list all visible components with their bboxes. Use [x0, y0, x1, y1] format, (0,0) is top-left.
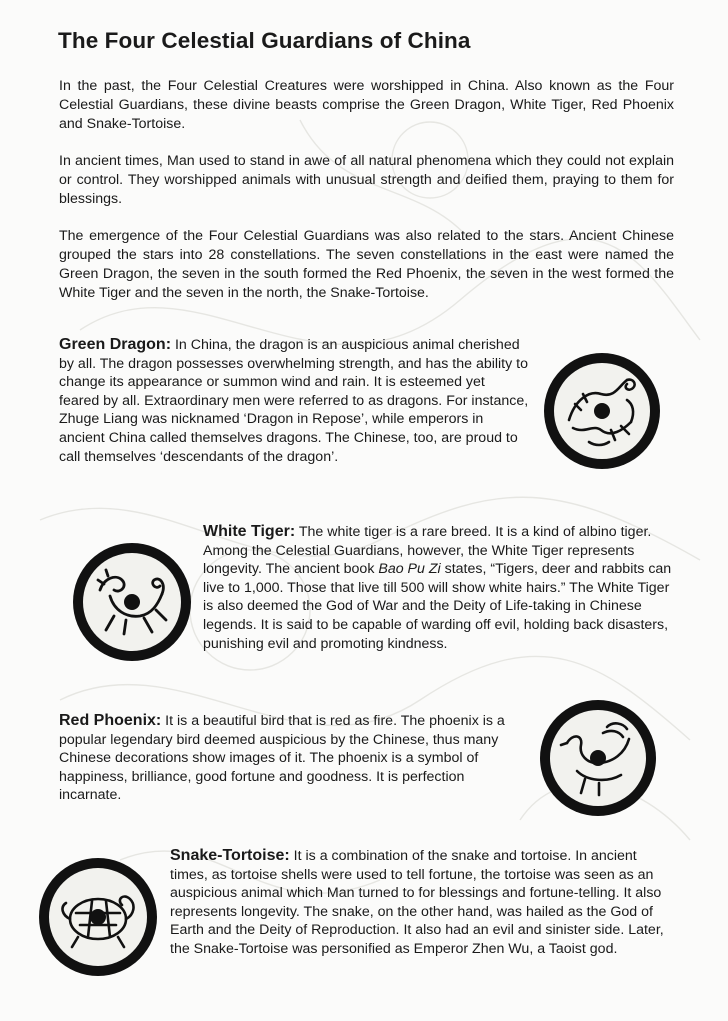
white-tiger-text-before: The white tiger is a rare breed. It is a kind of albino tiger. Among the Celestial Guardians, however, the White Tiger represents longevity. The ancient book	[203, 524, 652, 578]
tiger-medallion-icon	[70, 540, 194, 664]
phoenix-medallion-icon	[537, 697, 659, 819]
red-phoenix-heading: Red Phoenix:	[59, 712, 162, 729]
red-phoenix-section	[59, 712, 525, 805]
intro-paragraph-2: In ancient times, Man used to stand in awe of all natural phenomena which they could not explain or control. They worshipped animals with unusual strength and deified them, praying to them for blessings.	[59, 153, 674, 207]
green-dragon-heading: Green Dragon:	[59, 336, 172, 353]
intro-paragraph-3: The emergence of the Four Celestial Guardians was also related to the stars. Ancient Chinese grouped the stars into 28 constellations. The seven constellations in the east were named the Green Dragon, the seven in the south formed the Red Phoenix, the seven in the west formed the White Tiger and the seven in the north, the Snake-Tortoise.	[59, 228, 674, 301]
snake-tortoise-medallion-icon	[36, 855, 160, 979]
white-tiger-section	[203, 523, 673, 653]
red-phoenix-text: It is a beautiful bird that is red as fire. The phoenix is a popular legendary bird deemed auspicious by the Chinese, thus many Chinese decorations show images of it. The phoenix is a symbol of happiness, brilliance, good fortune and goodness. It is perfection incarnate.	[59, 713, 505, 804]
green-dragon-section	[59, 336, 529, 466]
snake-tortoise-section	[170, 847, 675, 959]
white-tiger-text-after: states, “Tigers, deer and rabbits can live to 1,000. Those that live till 500 will show white hairs.” The White Tiger is also deemed the God of War and the Deity of Life-taking in Chinese legends. It is said to be capable of warding off evil, holding back disasters, punishing evil and promoting kindness.	[203, 561, 672, 652]
snake-tortoise-heading: Snake-Tortoise:	[170, 847, 290, 864]
page-title: The Four Celestial Guardians of China	[58, 28, 471, 53]
white-tiger-heading: White Tiger:	[203, 523, 296, 540]
dragon-medallion-icon	[541, 350, 663, 472]
white-tiger-book-title: Bao Pu Zi	[378, 561, 441, 578]
green-dragon-text: In China, the dragon is an auspicious animal cherished by all. The dragon possesses overwhelming strength, and has the ability to change its appearance or summon wind and rain. It is esteemed yet feared by all. Extraordinary men were referred to as dragons. For instance, Zhuge Liang was nicknamed ‘Dragon in Repose’, while emperors in ancient China called themselves dragons. The Chinese, too, are proud to call themselves ‘descendants of the dragon’.	[59, 337, 529, 465]
snake-tortoise-text: It is a combination of the snake and tortoise. In ancient times, as tortoise shells were used to tell fortune, the tortoise was seen as an auspicious animal which Man turned to for blessings and fortune-telling. It also represents longevity. The snake, on the other hand, was hailed as the God of Earth and the Deity of Reproduction. It also had an evil and sinister side. Later, the Snake-Tortoise was personified as Emperor Zhen Wu, a Taoist god.	[170, 848, 664, 957]
intro-paragraph-1: In the past, the Four Celestial Creatures were worshipped in China. Also known as the Four Celestial Guardians, these divine beasts comprise the Green Dragon, White Tiger, Red Phoenix and Snake-Tortoise.	[59, 78, 674, 132]
